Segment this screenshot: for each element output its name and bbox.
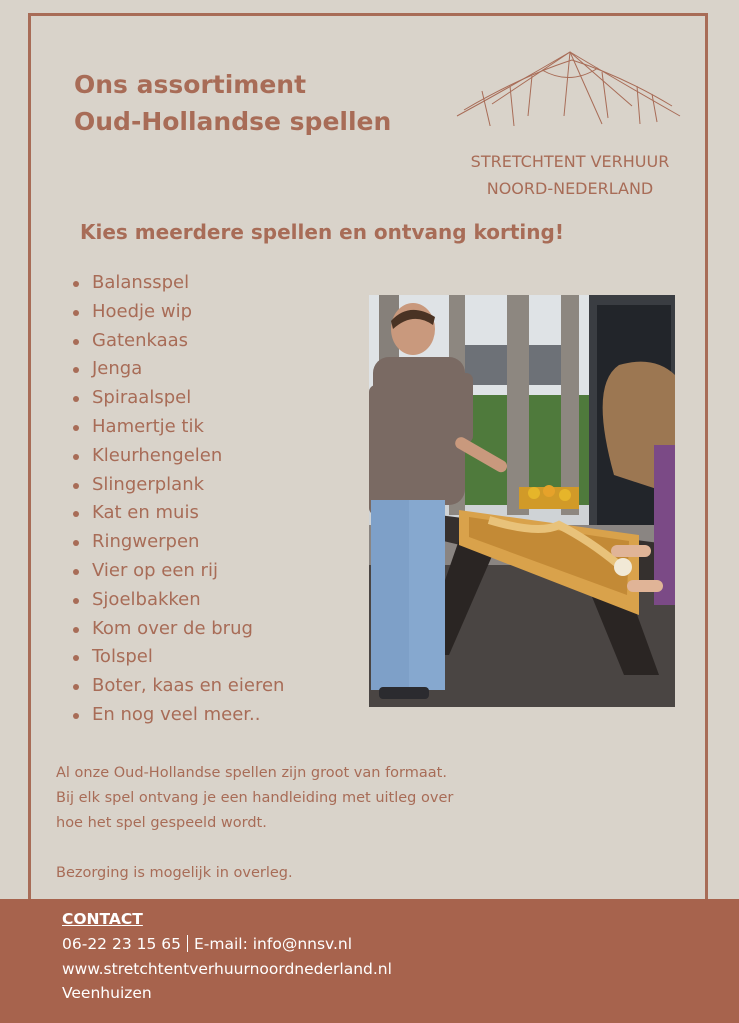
website-link[interactable]: www.stretchtentverhuurnoordnederland.nl — [62, 960, 392, 978]
contact-phone-email — [62, 935, 352, 953]
brand-name — [440, 148, 700, 202]
contact-title: CONTACT — [62, 910, 143, 928]
list-item: Tolspel — [70, 643, 284, 672]
info-text — [56, 761, 453, 886]
title-line-1: Ons assortiment — [74, 70, 307, 99]
list-item: Hoedje wip — [70, 298, 284, 327]
list-item: Balansspel — [70, 269, 284, 298]
list-item: Kat en muis — [70, 499, 284, 528]
list-item: Hamertje tik — [70, 413, 284, 442]
info-line-3: hoe het spel gespeeld wordt. — [56, 815, 267, 831]
list-item: Vier op een rij — [70, 557, 284, 586]
stretch-tent-icon — [452, 46, 682, 126]
list-item: Ringwerpen — [70, 528, 284, 557]
games-list — [70, 269, 284, 730]
list-item: Slingerplank — [70, 471, 284, 500]
list-item: Spiraalspel — [70, 384, 284, 413]
delivery-note: Bezorging is mogelijk in overleg. — [56, 865, 293, 881]
list-item: En nog veel meer.. — [70, 701, 284, 730]
list-item: Boter, kaas en eieren — [70, 672, 284, 701]
info-line-1: Al onze Oud-Hollandse spellen zijn groot van formaat. — [56, 765, 447, 781]
email-address[interactable]: E-mail: info@nnsv.nl — [194, 935, 353, 953]
info-line-2: Bij elk spel ontvang je een handleiding met uitleg over — [56, 790, 454, 806]
list-item: Gatenkaas — [70, 327, 284, 356]
game-photo — [369, 295, 675, 707]
phone-number[interactable]: 06-22 23 15 65 — [62, 935, 181, 953]
location: Veenhuizen — [62, 984, 152, 1002]
brand-line-1: STRETCHTENT VERHUUR — [470, 152, 670, 171]
discount-heading: Kies meerdere spellen en ontvang korting! — [80, 220, 564, 244]
page-title — [74, 66, 391, 140]
list-item: Jenga — [70, 355, 284, 384]
list-item: Kom over de brug — [70, 615, 284, 644]
separator — [187, 935, 188, 952]
brand-line-2: NOORD-NEDERLAND — [486, 179, 654, 198]
contact-footer — [0, 899, 739, 1023]
list-item: Kleurhengelen — [70, 442, 284, 471]
title-line-2: Oud-Hollandse spellen — [74, 107, 392, 136]
list-item: Sjoelbakken — [70, 586, 284, 615]
